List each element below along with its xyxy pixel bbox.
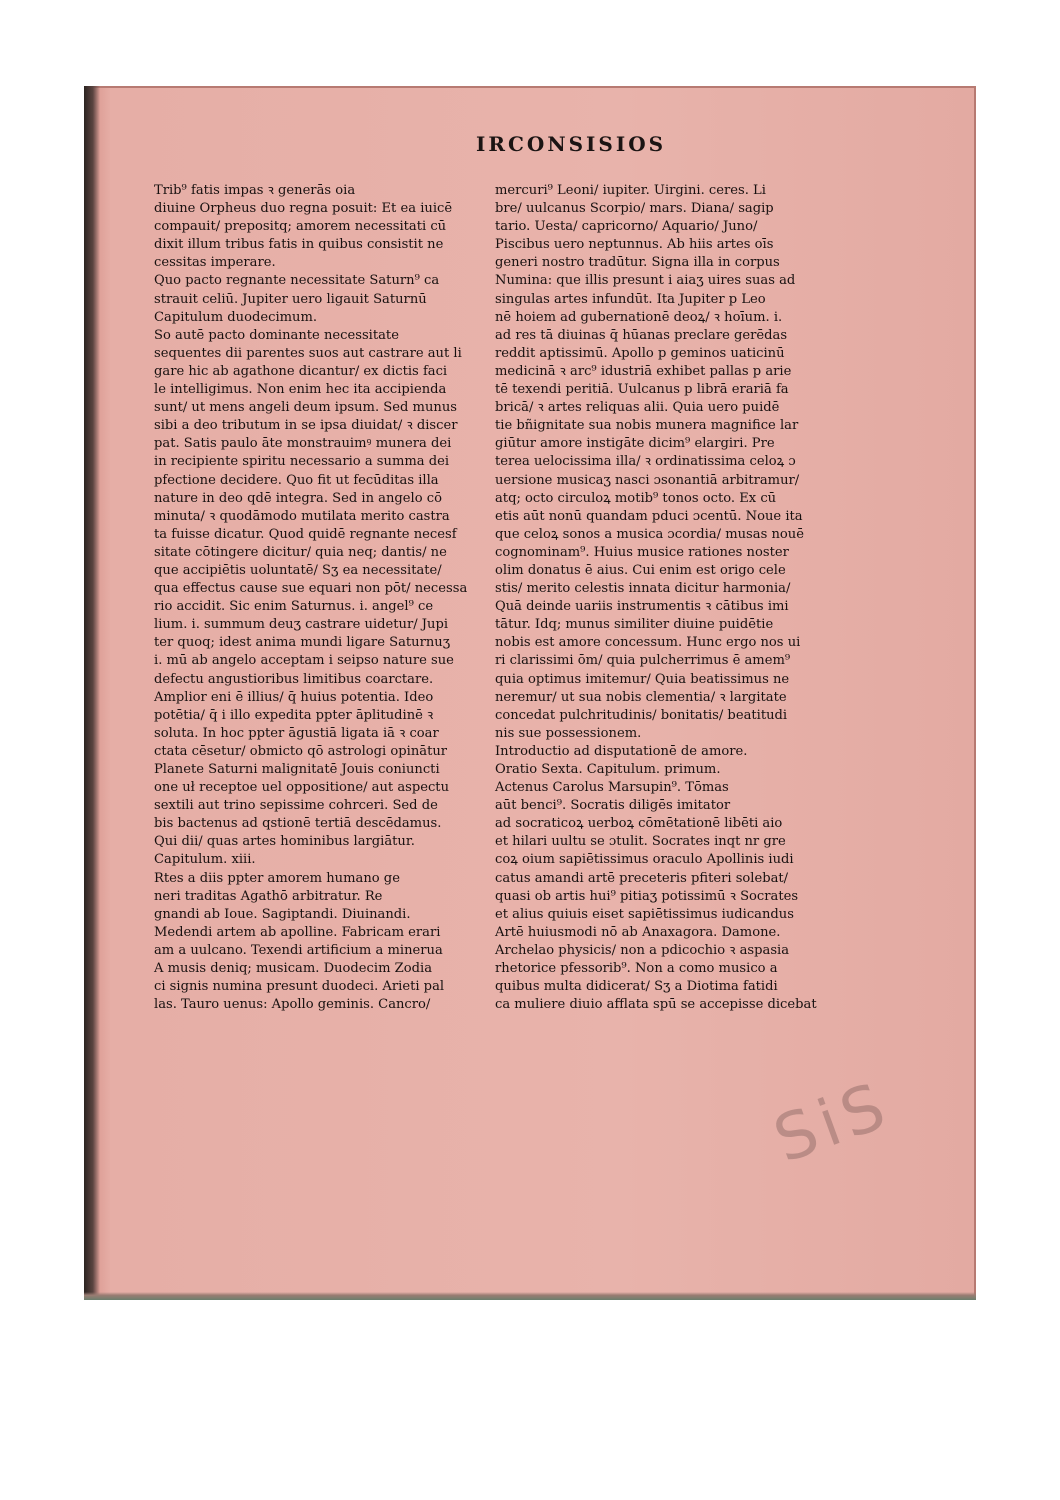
text-line: Capitulum duodecimum. (154, 309, 318, 325)
text-line: tie bñignitate sua nobis munera magnifice lar (495, 418, 799, 434)
text-line: Artē huiusmodi nō ab Anaxagora. Damone. (495, 924, 781, 940)
text-line: ter quoq; idest anima mundi ligare Saturnuʒ (154, 635, 451, 651)
text-line: Archelao physicis/ non a pdicochio ꝛ aspasia (495, 942, 790, 958)
text-line: ad res tā diuinas q̄ hūanas preclare gerēdas (495, 327, 788, 343)
text-line: sextili aut trino sepissime cohrceri. Sed de (154, 798, 438, 814)
text-line: tario. Uesta/ capricorno/ Aquario/ Juno/ (495, 219, 758, 235)
text-line: strauit celiū. Jupiter uero ligauit Saturnū (154, 291, 427, 307)
left-text-column (154, 182, 546, 1014)
text-line: mercuri⁹ Leoni/ iupiter. Uirgini. ceres. Li (495, 183, 766, 198)
text-line: sitate cōtingere dicitur/ quia neq; dantis/ ne (154, 544, 447, 560)
text-line: diuine Orpheus duo regna posuit: Et ea iuicē (154, 201, 453, 217)
text-line: que accipiētis uoluntatē/ Sʒ ea necessitate/ (154, 562, 442, 578)
text-line: defectu angustioribus limitibus coarctare. (154, 671, 434, 687)
text-line: gare hic ab agathone dicantur/ ex dictis faci (154, 363, 448, 379)
text-line: olim donatus ē aius. Cui enim est origo cele (495, 562, 786, 578)
text-line: Planete Saturni malignitatē Jouis coniuncti (154, 762, 440, 777)
text-line: i. mū ab angelo acceptam i seipso nature sue (154, 653, 454, 669)
text-line: Trib⁹ fatis impas ꝛ generās oia (154, 183, 356, 198)
text-line: dixit illum tribus fatis in quibus consistit ne (154, 237, 444, 253)
text-line: ca muliere diuio afflata spū se accepisse dicebat (495, 997, 817, 1013)
text-line: atq; octo circuloꝝ motib⁹ tonos octo. Ex cū (495, 490, 777, 506)
text-line: one uł receptoe uel oppositione/ aut aspectu (154, 780, 449, 796)
scanned-page (84, 86, 976, 1300)
text-line: soluta. In hoc ppter āgustiā ligata iā ꝛ coar (154, 725, 439, 741)
text-line: aūt benci⁹. Socratis diligēs imitator (495, 798, 731, 814)
text-line: neremur/ ut sua nobis clementia/ ꝛ largitate (495, 689, 787, 705)
text-line: sequentes dii parentes suos aut castrare aut li (154, 345, 462, 361)
text-line: ri clarissimi ōm/ quia pulcherrimus ē amem⁹ (495, 653, 791, 669)
text-line: nē hoiem ad gubernationē deoꝝ/ ꝛ hoīum. i. (495, 309, 783, 325)
text-line: le intelligimus. Non enim hec ita accipienda (154, 382, 447, 398)
text-line: Numina: que illis presunt i aiaʒ uires suas ad (495, 273, 796, 289)
text-line: lium. i. summum deuʒ castrare uidetur/ Jupi (154, 617, 449, 633)
text-line: cessitas imperare. (154, 255, 276, 271)
text-line: in recipiente spiritu necessario a summa dei (154, 454, 450, 470)
book-spine (84, 86, 100, 1300)
text-line: nature in deo qdē integra. Sed in angelo cō (154, 490, 443, 506)
text-line: Piscibus uero neptunnus. Ab hiis artes oīs (495, 237, 774, 253)
right-text-column (495, 182, 915, 1014)
text-line: concedat pulchritudinis/ bonitatis/ beatitudi (495, 707, 788, 723)
text-line: catus amandi artē preceteris pfiteri solebat/ (495, 870, 789, 886)
text-line: pat. Satis paulo āte monstrauimꝰ munera dei (154, 436, 452, 452)
text-line: Qui dii/ quas artes hominibus largiātur. (154, 834, 415, 850)
text-line: bricā/ ꝛ artes reliquas alii. Quia uero puidē (495, 400, 780, 416)
text-line: generi nostro tradūtur. Signa illa in corpus (495, 255, 780, 271)
text-line: sunt/ ut mens angeli deum ipsum. Sed munus (154, 400, 457, 416)
text-line: Amplior eni ē illius/ q̄ huius potentia. Ideo (154, 689, 434, 705)
text-line: coꝝ oium sapiētissimus oraculo Apollinis iudi (495, 852, 794, 868)
text-line: nobis est amore concessum. Hunc ergo nos ui (495, 635, 801, 651)
text-line: stis/ merito celestis innata dicitur harmonia/ (495, 581, 791, 597)
text-line: rio accidit. Sic enim Saturnus. i. angel⁹ ce (154, 599, 434, 615)
text-line: Rtes a diis ppter amorem humano ge (154, 870, 400, 886)
text-line: et hilari uultu se ɔtulit. Socrates inqt nr gre (495, 834, 786, 850)
text-line: A musis deniq; musicam. Duodecim Zodia (154, 961, 432, 977)
text-line: compauit/ prepositq; amorem necessitati cū (154, 219, 447, 235)
text-line: Actenus Carolus Marsupin⁹. Tōmas (495, 780, 729, 796)
library-watermark: SiS (764, 1068, 901, 1178)
text-line: terea uelocissima illa/ ꝛ ordinatissima celoꝝ ɔ (495, 454, 796, 470)
text-line: Quā deinde uariis instrumentis ꝛ cātibus imi (495, 599, 789, 615)
text-line: etis aūt nonū quandam pduci ɔcentū. Noue ita (495, 508, 803, 524)
text-line: ctata cēsetur/ obmicto qō astrologi opinātur (154, 743, 448, 759)
text-line: uersione musicaʒ nasci ɔsonantiā arbitramur/ (495, 472, 800, 488)
text-line: quibus multa didicerat/ Sʒ a Diotima fatidi (495, 979, 778, 995)
text-line: ta fuisse dicatur. Quod quidē regnante necesf (154, 526, 457, 542)
text-line: et alius quiuis eiset sapiētissimus iudicandus (495, 906, 794, 922)
text-line: bis bactenus ad qstionē tertiā descēdamus. (154, 816, 442, 832)
text-line: tātur. Idq; munus similiter diuine puidētie (495, 617, 774, 633)
text-line: nis sue possessionem. (495, 725, 642, 741)
text-line: sibi a deo tributum in se ipsa diuidat/ ꝛ discer (154, 418, 458, 434)
text-line: rhetorice pfessorib⁹. Non a como musico a (495, 961, 778, 977)
text-line: Introductio ad disputationē de amore. (495, 743, 748, 759)
text-line: gnandi ab Ioue. Sagiptandi. Diuinandi. (154, 906, 411, 922)
text-line: giūtur amore instigāte dicim⁹ elargiri. Pre (495, 436, 775, 452)
text-line: quasi ob artis hui⁹ pitiaʒ potissimū ꝛ Socrates (495, 888, 799, 904)
text-line: Quo pacto regnante necessitate Saturn⁹ ca (154, 273, 440, 289)
text-line: ad socraticoꝝ uerboꝝ cōmētationē libēti aio (495, 816, 783, 832)
text-line: medicinā ꝛ arc⁹ idustriā exhibet pallas p arie (495, 363, 792, 379)
text-line: reddit aptissimū. Apollo p geminos uaticinū (495, 345, 785, 361)
text-line: So autē pacto dominante necessitate (154, 327, 399, 343)
text-line: Oratio Sexta. Capitulum. primum. (495, 762, 721, 777)
text-line: minuta/ ꝛ quodāmodo mutilata merito castra (154, 508, 450, 524)
text-line: cognominam⁹. Huius musice rationes noster (495, 544, 789, 560)
text-line: neri traditas Agathō arbitratur. Re (154, 888, 383, 904)
text-line: Capitulum. xiii. (154, 852, 256, 868)
text-line: tē texendi peritiā. Uulcanus p librā erariā fa (495, 382, 789, 398)
text-line: singulas artes infundūt. Ita Jupiter p Leo (495, 291, 766, 307)
text-line: quia optimus imitemur/ Quia beatissimus ne (495, 671, 790, 687)
page-bottom-edge (84, 1292, 976, 1300)
running-headline: IRCONSISIOS (476, 132, 667, 156)
text-line: ci signis numina presunt duodeci. Arieti pal (154, 979, 445, 995)
text-line: Medendi artem ab apolline. Fabricam erari (154, 924, 441, 940)
text-line: am a uulcano. Texendi artificium a minerua (154, 942, 443, 958)
text-line: potētia/ q̄ i illo expedita ppter āplitudinē ꝛ (154, 707, 434, 723)
text-line: las. Tauro uenus: Apollo geminis. Cancro/ (154, 997, 431, 1013)
text-line: qua effectus cause sue equari non pōt/ necessa (154, 581, 468, 597)
text-line: bre/ uulcanus Scorpio/ mars. Diana/ sagip (495, 201, 774, 217)
text-line: pfectione decidere. Quo fit ut fecūditas illa (154, 472, 439, 488)
text-line: que celoꝝ sonos a musica ɔcordia/ musas nouē (495, 526, 804, 542)
